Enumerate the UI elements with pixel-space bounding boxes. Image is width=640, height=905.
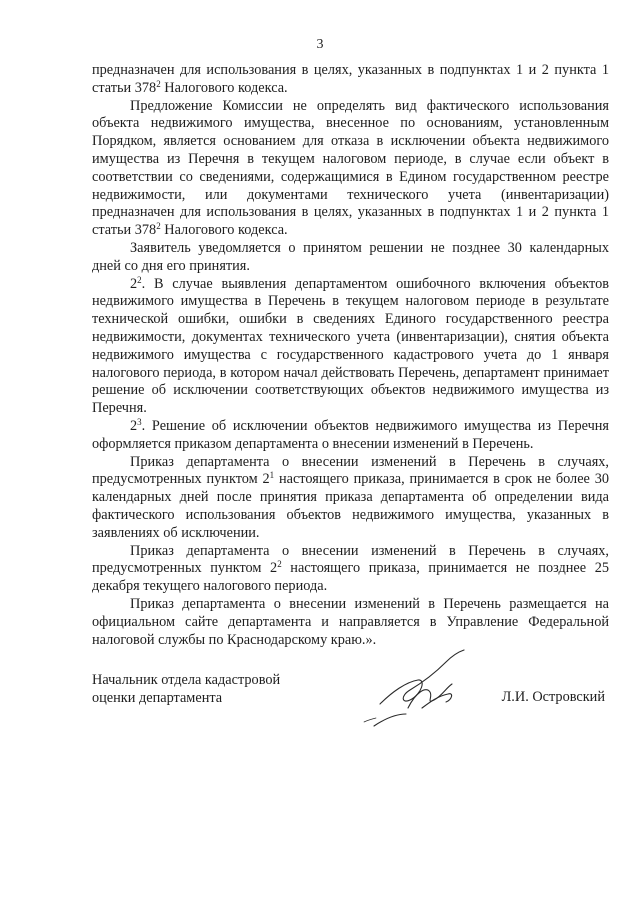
paragraph [92,418,609,454]
text-segment: . В случае выявления департаментом ошибочного включения объектов недвижимого имущества в Перечень в текущем налоговом периоде в результате технической ошибки, ошибки в сведениях Единого государственного реестра недвижимости, документах технического учета (инвентаризации), снятия объекта недвижимого имущества с государственного кадастрового учета до 1 января налогового периода, в котором начал действовать Перечень, департамент принимает решение об исключении соответствующих объектов недвижимого имущества из Перечня. [92,275,609,417]
signature-block [92,672,609,742]
paragraph [92,240,609,276]
document-body [92,62,609,649]
signatory-title [92,672,280,708]
signatory-title-line-2: оценки департамента [92,689,223,706]
text-segment: предназначен для использования в целях, указанных в подпунктах 1 и 2 пункта 1 статьи 378 [92,62,609,96]
text-segment: настоящего приказа, принимается в срок не более 30 календарных дней после принятия приказа департамента об определении вида фактического использования объектов недвижимого имущества, указанных в заявлениях об исключении. [92,471,609,541]
superscript: 2 [156,78,161,89]
superscript: 2 [156,221,161,232]
paragraph [92,276,609,418]
text-segment: настоящего приказа, принимается не позднее 25 декабря текущего налогового периода. [92,560,609,595]
paragraph [92,454,609,543]
paragraph [92,543,609,596]
page-number: 3 [316,37,324,52]
superscript: 2 [277,559,282,570]
text-segment: . Решение об исключении объектов недвижимого имущества из Перечня оформляется приказом департамента о внесении изменений в Перечень. [92,417,609,452]
text-segment: 2 [130,417,138,434]
superscript: 3 [137,416,142,427]
text-segment: Налогового кодекса. [160,79,288,96]
text-segment: Приказ департамента о внесении изменений в Перечень размещается на официальном сайте департамента и направляется в Управление Федеральной налоговой службы по Краснодарскому краю.». [92,595,609,648]
superscript: 1 [269,470,275,481]
text-segment: 2 [130,275,138,292]
paragraph [92,98,609,240]
text-segment: Предложение Комиссии не определять вид фактического использования объекта недвижимого имущества, внесенное по основаниям, установленным Порядком, является основанием для отказа в исключении объекта недвижимого имущества из Перечня в текущем налоговом периоде, в случае если объект в соответствии со сведениями, содержащимися в Едином государственном реестре недвижимости, или документами технического учета (инвентаризации) предназначен для использования в целях, указанных в подпунктах 1 и 2 пункта 1 статьи 378 [92,97,609,239]
text-segment: Заявитель уведомляется о принятом решении не позднее 30 календарных дней со дня его принятия. [92,239,609,274]
text-segment: Приказ департамента о внесении изменений в Перечень в случаях, предусмотренных пунктом 2 [92,453,609,488]
paragraph [92,62,609,98]
superscript: 2 [137,274,142,285]
signatory-title-line-1: Начальник отдела кадастровой [92,672,281,688]
text-segment: Приказ департамента о внесении изменений в Перечень в случаях, предусмотренных пунктом 2 [92,542,609,577]
handwritten-signature [360,644,480,734]
text-segment: Налогового кодекса. [160,222,288,239]
signatory-name: Л.И. Островский [501,689,605,705]
paragraph [92,596,609,649]
